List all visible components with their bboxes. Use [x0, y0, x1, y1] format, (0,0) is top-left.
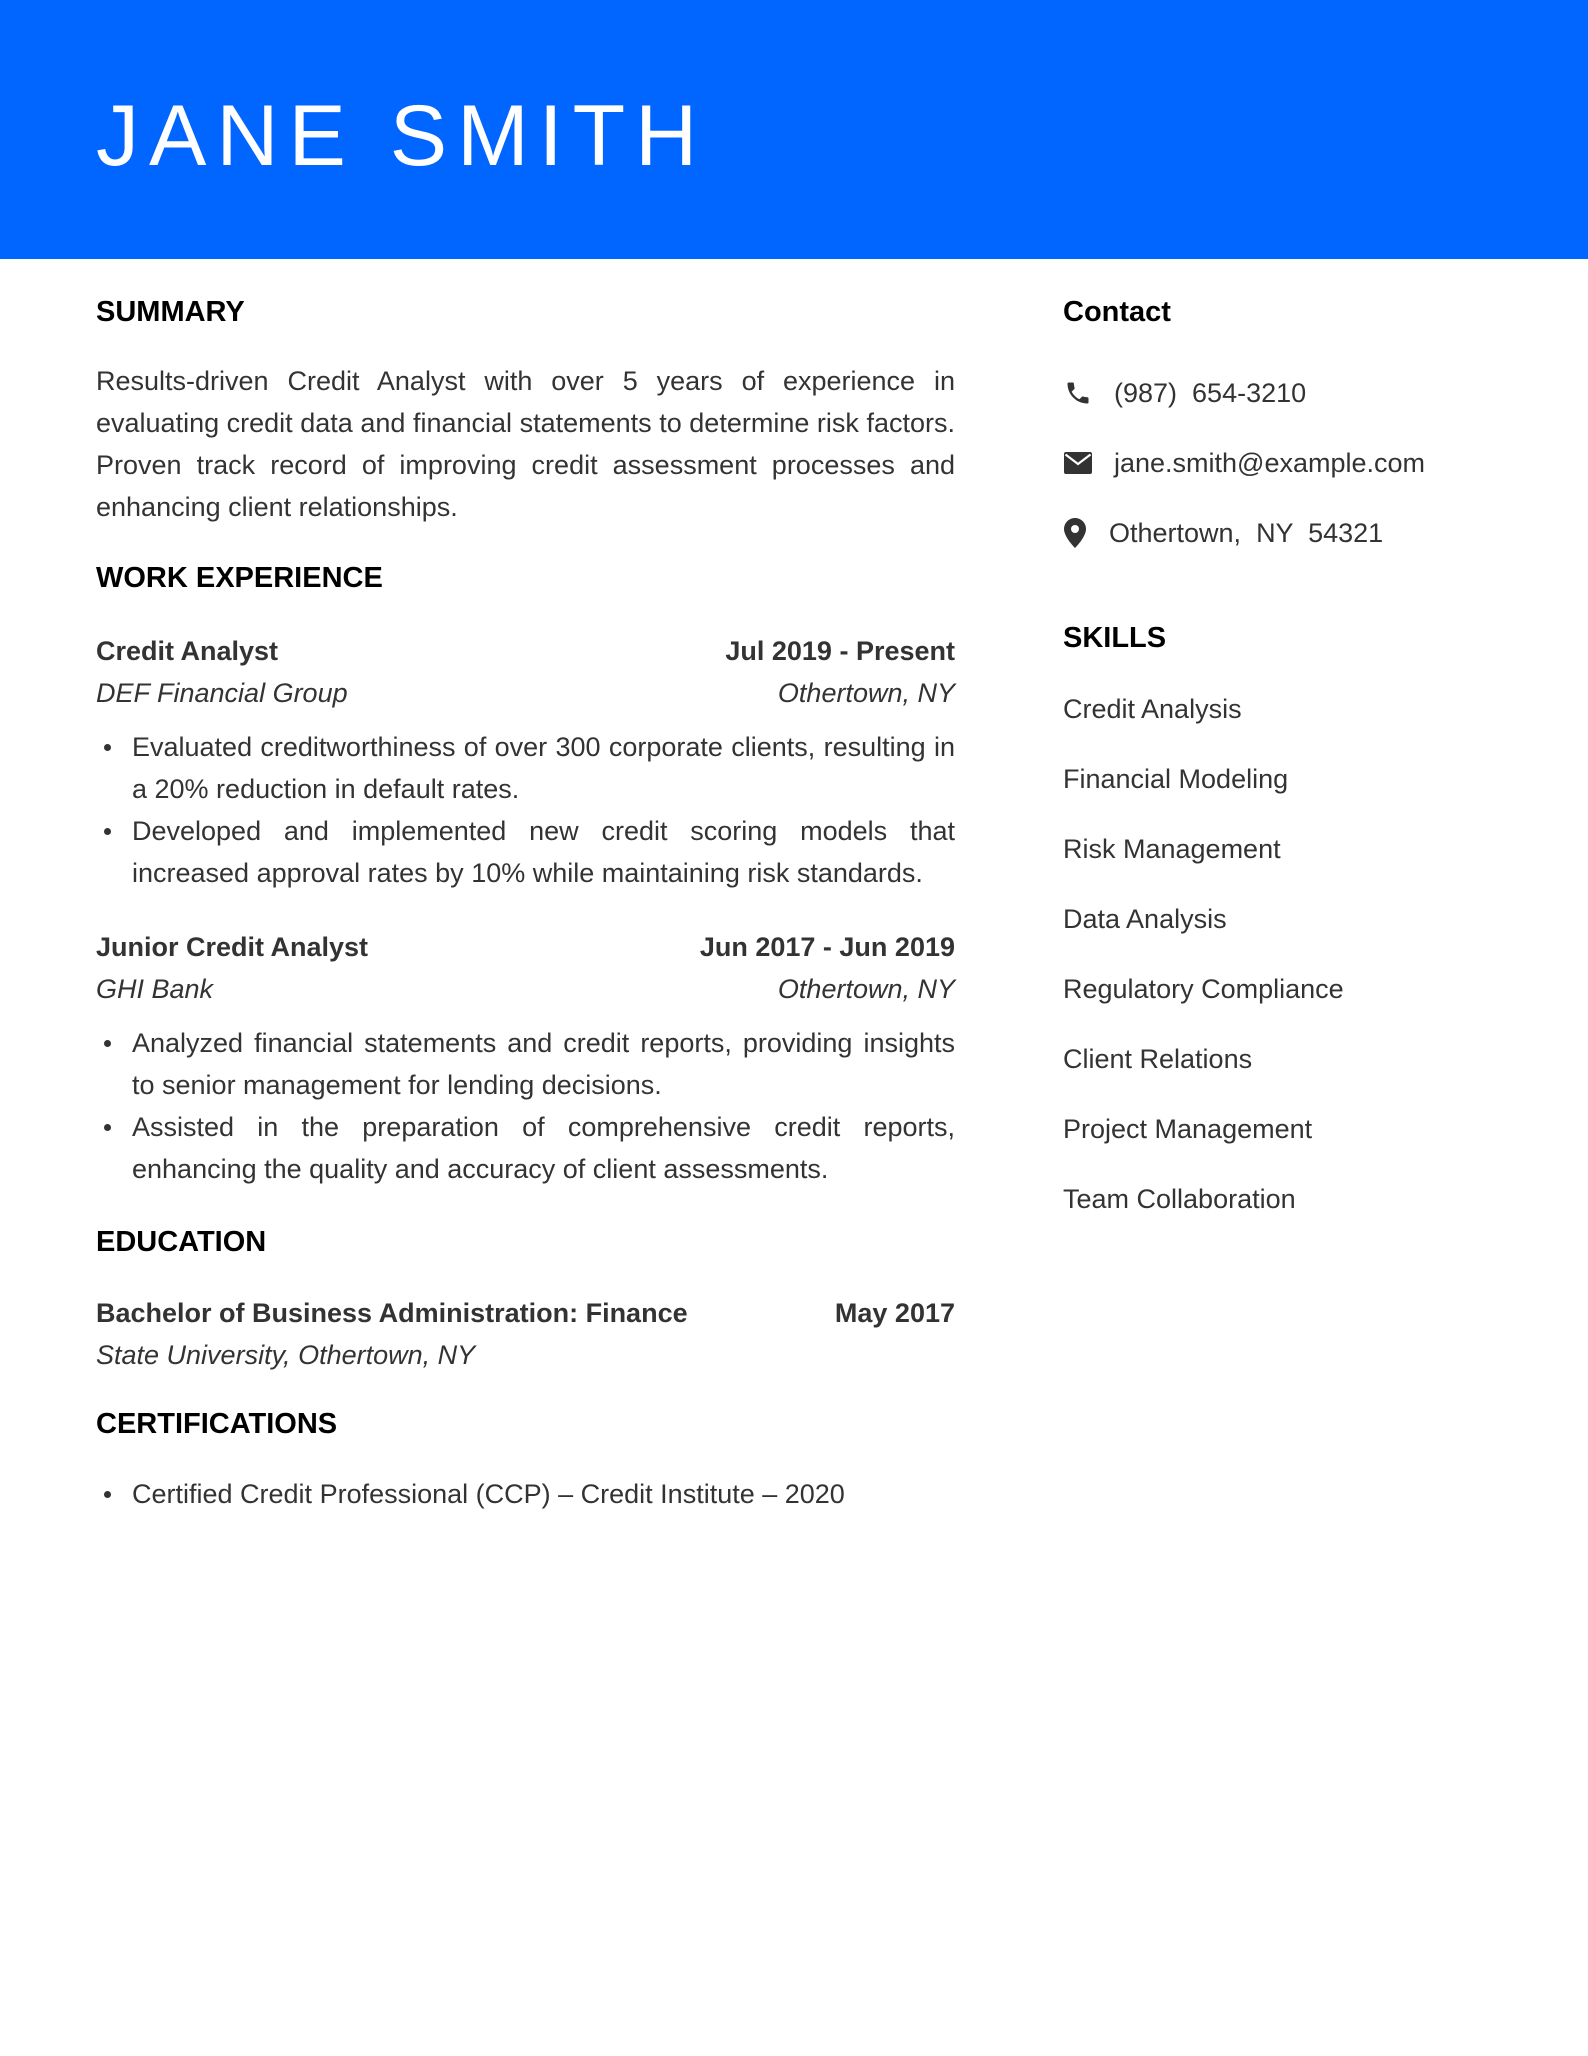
job-bullet-list [96, 726, 955, 894]
skill-item: Risk Management [1063, 834, 1281, 864]
job-company: GHI Bank [96, 974, 214, 1004]
certifications-list [96, 1473, 955, 1515]
skill-item: Data Analysis [1063, 904, 1227, 934]
job-bullet-text: Developed and implemented new credit scoring models that increased approval rates by 10% while maintaining risk standards. [132, 816, 955, 888]
job-role: Junior Credit Analyst [96, 932, 369, 962]
job-bullet [96, 726, 955, 810]
job-location: Othertown, NY [777, 974, 955, 1004]
job-role: Credit Analyst [96, 636, 279, 666]
summary-text: Results-driven Credit Analyst with over 5 years of experience in evaluating credit data and financial statements to determine risk factors. Proven track record of improving credit assessment processes and enhancing client relationships. [96, 366, 955, 522]
phone-icon [1063, 378, 1093, 408]
contact-location [1063, 512, 1383, 554]
bullet-icon [104, 1491, 111, 1498]
job-entry [96, 926, 955, 1190]
job-bullet-text: Analyzed financial statements and credit reports, providing insights to senior management for lending decisions. [132, 1028, 955, 1100]
contact-email[interactable] [1063, 442, 1425, 484]
skill-item: Credit Analysis [1063, 694, 1242, 724]
contact-phone-text: (987) 654-3210 [1114, 378, 1307, 408]
bullet-icon [104, 828, 111, 835]
contact-phone[interactable] [1063, 372, 1306, 414]
contact-heading: Contact [1063, 296, 1171, 328]
bullet-icon [104, 1124, 111, 1131]
job-bullet [96, 1106, 955, 1190]
certification-text: Certified Credit Professional (CCP) – Credit Institute – 2020 [132, 1479, 845, 1509]
education-school: State University, Othertown, NY [96, 1340, 476, 1370]
education-heading: EDUCATION [96, 1226, 267, 1258]
job-entry [96, 630, 955, 894]
certification-item [96, 1473, 955, 1515]
candidate-name: JANE SMITH [96, 88, 708, 184]
certifications-heading: CERTIFICATIONS [96, 1408, 338, 1440]
summary-heading: SUMMARY [96, 296, 245, 328]
job-company: DEF Financial Group [96, 678, 348, 708]
skill-item: Project Management [1063, 1114, 1313, 1144]
job-bullet-text: Assisted in the preparation of comprehensive credit reports, enhancing the quality and accuracy of client assessments. [132, 1112, 955, 1184]
job-dates: Jul 2019 - Present [725, 636, 955, 666]
job-bullet-list [96, 1022, 955, 1190]
skills-list [1063, 688, 1344, 1248]
job-bullet [96, 1022, 955, 1106]
skill-item: Team Collaboration [1063, 1184, 1296, 1214]
education-date: May 2017 [834, 1298, 955, 1328]
education-degree: Bachelor of Business Administration: Finance [96, 1298, 688, 1328]
skill-item: Client Relations [1063, 1044, 1253, 1074]
contact-location-text: Othertown, NY 54321 [1109, 518, 1384, 548]
job-bullet-text: Evaluated creditworthiness of over 300 corporate clients, resulting in a 20% reduction in default rates. [132, 732, 955, 804]
skill-item: Regulatory Compliance [1063, 974, 1344, 1004]
skill-item: Financial Modeling [1063, 764, 1289, 794]
job-bullet [96, 810, 955, 894]
bullet-icon [104, 1040, 111, 1047]
job-dates: Jun 2017 - Jun 2019 [699, 932, 955, 962]
job-location: Othertown, NY [777, 678, 955, 708]
header-banner [0, 0, 1588, 259]
bullet-icon [104, 744, 111, 751]
work-experience-heading: WORK EXPERIENCE [96, 562, 383, 594]
skills-heading: SKILLS [1063, 622, 1167, 654]
contact-email-text: jane.smith@example.com [1114, 448, 1426, 478]
education-entry [96, 1292, 955, 1376]
envelope-icon [1063, 448, 1093, 478]
map-pin-icon [1063, 518, 1087, 548]
